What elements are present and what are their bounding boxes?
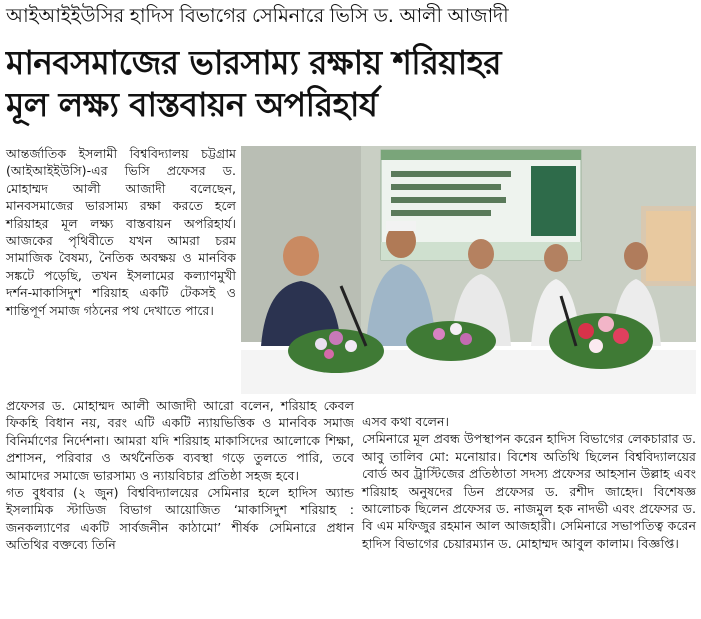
paragraph-2: প্রফেসর ড. মোহাম্মদ আলী আজাদী আরো বলেন, শরিয়াহ কেবল ফিকহি বিধান নয়, বরং এটি একটি ন্যায়ভিত্তিক ও মানবিক সমাজ বিনির্মাণের নির্দেশনা। আমরা যদি শরিয়াহ মাকাসিদের আলোকে শিক্ষা, প্রশাসন, পরিবার ও অর্থনৈতিক ব্যবস্থা গড়ে তুলতে পারি, তবে আমাদের সমাজে ভারসাম্য ও ন্যায়বিচার প্রতিষ্ঠা সহজ হবে। [6,398,354,483]
paragraph-1: আন্তর্জাতিক ইসলামী বিশ্ববিদ্যালয় চট্টগ্রাম (আইআইইউসি)-এর ভিসি প্রফেসর ড. মোহাম্মদ আলী আজাদী বলেছেন, মানবসমাজের ভারসাম্য রক্ষা করতে হলে শরিয়াহর মূল লক্ষ্য বাস্তবায়ন অপরিহার্য। আজকের পৃথিবীতে যখন আমরা চরম সামাজিক বৈষম্য, নৈতিক অবক্ষয় ও মানবিক সঙ্কটে পড়েছি, তখন ইসলামের কল্যাণমুখী দর্শন-মাকাসিদুশ শরিয়াহ একটি টেকসই ও শান্তিপূর্ণ সমাজ গঠনের পথ দেখাতে পারে। [6,146,236,318]
paragraph-3: গত বুধবার (২ জুন) বিশ্ববিদ্যালয়ের সেমিনার হলে হাদিস অ্যান্ড ইসলামিক স্টাডিজ বিভাগ আয়োজিত ‘মাকাসিদুশ শরিয়াহ : জনকল্যাণের একটি সার্বজনীন কাঠামো’ শীর্ষক সেমিনারে প্রধান অতিথির বক্তব্যে তিনি [6,485,354,553]
paragraph-4: এসব কথা বলেন। [362,414,450,429]
headline-line-2: মূল লক্ষ্য বাস্তবায়ন অপরিহার্য [6,85,378,124]
article-column-bottom-left [6,397,354,554]
article-kicker: আইআইইউসির হাদিস বিভাগের সেমিনারে ভিসি ড. আলী আজাদী [6,4,509,27]
paragraph-5: সেমিনারে মূল প্রবন্ধ উপস্থাপন করেন হাদিস বিভাগের লেকচারার ড. আবু তালিব মো: মনোয়ার। বিশেষ অতিথি ছিলেন বিশ্ববিদ্যালয়ের বোর্ড অব ট্রাস্টিজের প্রতিষ্ঠাতা সদস্য প্রফেসর আহসান উল্লাহ এবং শরিয়াহ অনুষদের ডিন প্রফেসর ড. রশীদ জাহেদ। বিশেষজ্ঞ আলোচক ছিলেন প্রফেসর ড. নাজমুল হক নাদভী এবং প্রফেসর ড. বি এম মফিজুর রহমান আল আজহারী। সেমিনারে সভাপতিত্ব করেন হাদিস বিভাগের চেয়ারম্যান ড. মোহাম্মদ আবুল কালাম। বিজ্ঞপ্তি। [362,431,696,551]
article-column-bottom-right [362,413,696,552]
headline-line-1: মানবসমাজের ভারসাম্য রক্ষায় শরিয়াহর [6,43,501,82]
article-headline [6,42,696,126]
seminar-photo [241,146,696,394]
article-column-left [6,145,236,319]
